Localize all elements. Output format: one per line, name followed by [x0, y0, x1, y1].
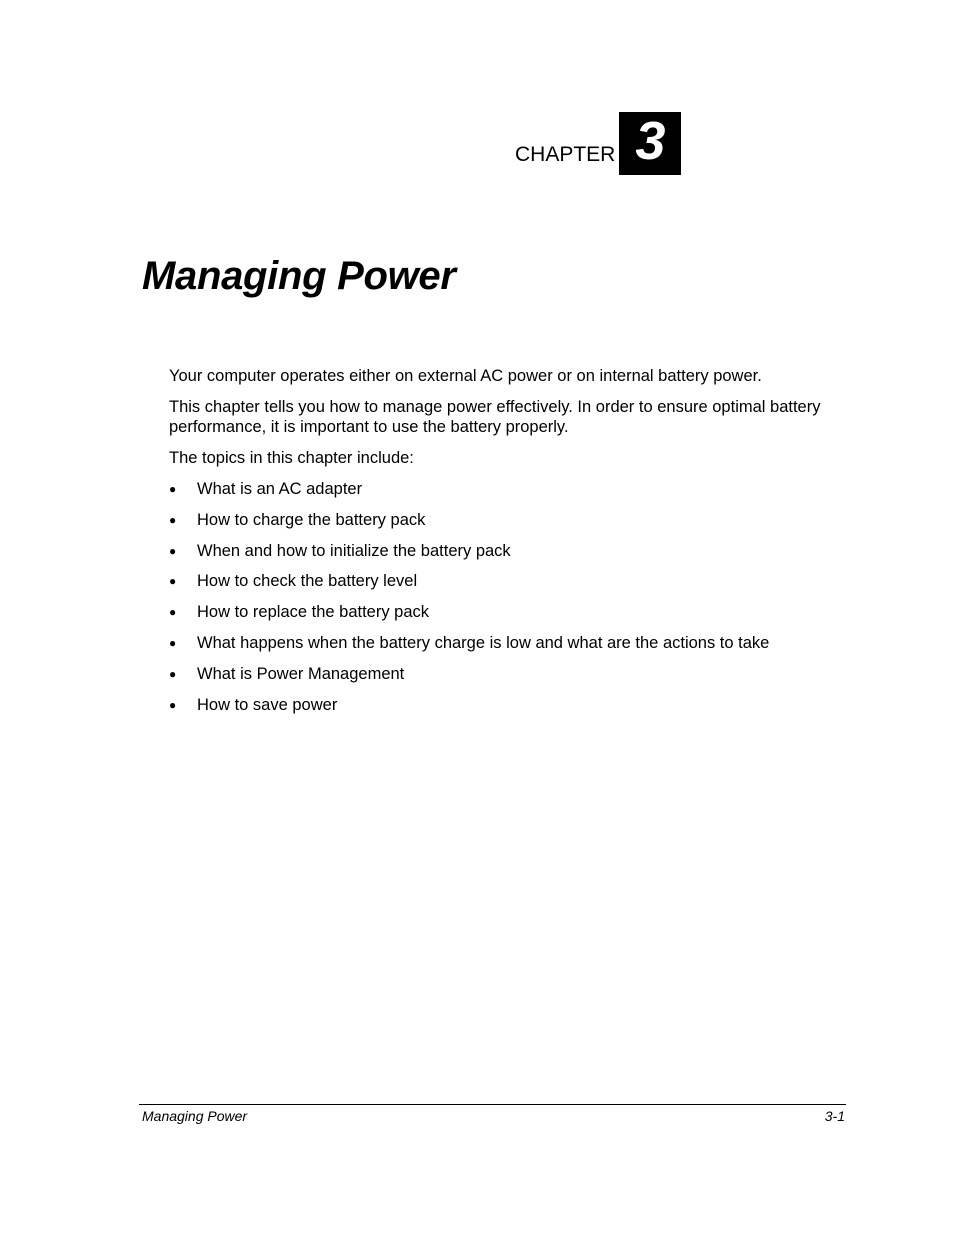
- intro-paragraph: Your computer operates either on external AC power or on internal battery power.: [169, 367, 762, 385]
- bullet-icon: ●: [169, 605, 177, 620]
- footer-divider: [139, 1104, 846, 1105]
- footer-title: Managing Power: [142, 1108, 248, 1124]
- topic-list: [169, 479, 859, 715]
- list-item-text: When and how to initialize the battery pack: [197, 541, 511, 560]
- list-item-text: How to check the battery level: [197, 572, 418, 591]
- list-item-text: How to save power: [197, 695, 338, 714]
- list-item: [169, 541, 859, 561]
- list-item: [169, 571, 859, 591]
- list-item-text: How to charge the battery pack: [197, 510, 426, 529]
- chapter-purpose-paragraph: This chapter tells you how to manage power effectively. In order to ensure optimal battery performance, it is important to use the battery properly.: [169, 398, 821, 436]
- list-item-text: What happens when the battery charge is low and what are the actions to take: [197, 633, 770, 652]
- page-number: 3-1: [824, 1108, 845, 1124]
- topics-intro-paragraph: The topics in this chapter include:: [169, 449, 414, 467]
- body-text: [169, 366, 859, 725]
- bullet-icon: ●: [169, 697, 177, 712]
- bullet-icon: ●: [169, 574, 177, 589]
- bullet-icon: ●: [169, 666, 177, 681]
- list-item-text: How to replace the battery pack: [197, 603, 430, 622]
- bullet-icon: ●: [169, 543, 177, 558]
- chapter-number-box: [619, 112, 681, 175]
- bullet-icon: ●: [169, 482, 177, 496]
- page-title: Managing Power: [142, 254, 456, 298]
- list-item-text: What is an AC adapter: [197, 480, 363, 498]
- list-item: [169, 633, 859, 653]
- bullet-icon: ●: [169, 512, 177, 527]
- list-item: [169, 479, 859, 499]
- list-item: [169, 602, 859, 622]
- list-item: [169, 510, 859, 530]
- chapter-label: CHAPTER: [515, 143, 616, 166]
- list-item: [169, 664, 859, 684]
- bullet-icon: ●: [169, 635, 177, 650]
- chapter-heading: [515, 112, 681, 175]
- chapter-number: 3: [635, 111, 666, 171]
- list-item-text: What is Power Management: [197, 664, 405, 683]
- list-item: [169, 695, 859, 715]
